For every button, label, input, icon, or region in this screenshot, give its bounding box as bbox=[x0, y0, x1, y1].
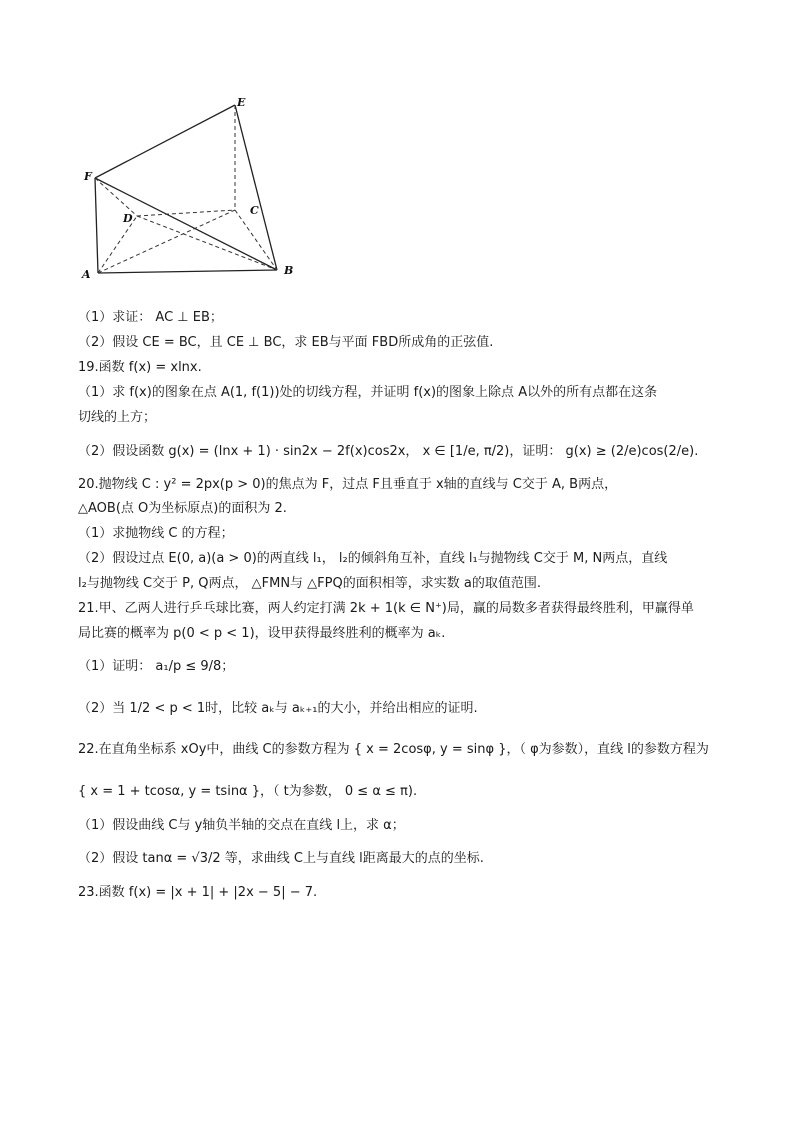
q20-part2: （2）假设过点 E(0, a)(a > 0)的两直线 l₁， l₂的倾斜角互补，直线 l₁与抛物线 C交于 M, N两点，直线 bbox=[78, 551, 668, 566]
q23-stem: 23.函数 f(x) = |x + 1| + |2x − 5| − 7. bbox=[78, 885, 318, 900]
edge-EB bbox=[235, 105, 277, 270]
edge-AC bbox=[98, 210, 235, 273]
q21-part1: （1）证明： a₁/p ≤ 9/8； bbox=[78, 659, 235, 674]
q22-part1: （1）假设曲线 C与 y轴负半轴的交点在直线 l上，求 α； bbox=[78, 818, 405, 833]
q22-part2: （2）假设 tanα = √3/2 等，求曲线 C上与直线 l距离最大的点的坐标. bbox=[78, 851, 484, 866]
q19-part1: （1）求 f(x)的图象在点 A(1, f(1))处的切线方程，并证明 f(x)的图象上除点 A以外的所有点都在这条 bbox=[78, 385, 658, 400]
edge-FA bbox=[95, 178, 98, 273]
edge-AB bbox=[98, 270, 277, 273]
q21-stem: 21.甲、乙两人进行乒乓球比赛，两人约定打满 2k + 1(k ∈ N⁺)局，赢的局数多者获得最终胜利，甲赢得单 bbox=[78, 601, 694, 616]
label-E: E bbox=[237, 96, 246, 109]
q18-part1: （1）求证： AC ⊥ EB； bbox=[78, 310, 223, 325]
q19-stem: 19.函数 f(x) = xlnx. bbox=[78, 360, 202, 375]
label-C: C bbox=[250, 204, 259, 217]
q19-part2: （2）假设函数 g(x) = (lnx + 1) · sin2x − 2f(x)cos2x， x ∈ [1/e, π/2)，证明： g(x) ≥ (2/e)cos(2/e). bbox=[78, 444, 699, 459]
q19-part1-cont: 切线的上方； bbox=[78, 410, 157, 425]
edge-DB bbox=[137, 216, 277, 270]
q21-stem-cont: 局比赛的概率为 p(0 < p < 1)，设甲获得最终胜利的概率为 aₖ. bbox=[78, 626, 446, 641]
q21-part2: （2）当 1/2 < p < 1时，比较 aₖ与 aₖ₊₁的大小，并给出相应的证明. bbox=[78, 701, 478, 716]
label-F: F bbox=[84, 170, 92, 183]
q18-part2: （2）假设 CE = BC，且 CE ⊥ BC，求 EB与平面 FBD所成角的正弦值. bbox=[78, 335, 494, 350]
geometry-svg bbox=[70, 88, 310, 288]
q20-part1: （1）求抛物线 C 的方程； bbox=[78, 526, 234, 541]
edge-FD bbox=[95, 178, 137, 216]
edge-DC bbox=[137, 210, 235, 216]
edge-CB bbox=[235, 210, 277, 270]
label-B: B bbox=[284, 264, 294, 277]
q22-stem-cont: { x = 1 + tcosα, y = tsinα }，（ t为参数， 0 ≤ α ≤ π). bbox=[78, 784, 418, 799]
edge-FE bbox=[95, 105, 235, 178]
label-A: A bbox=[82, 268, 91, 281]
q22-stem: 22.在直角坐标系 xOy中，曲线 C的参数方程为 { x = 2cosφ, y = sinφ }，（ φ为参数），直线 l的参数方程为 bbox=[78, 742, 709, 757]
label-D: D bbox=[123, 212, 133, 225]
geometry-figure bbox=[70, 88, 310, 288]
q20-stem: 20.抛物线 C : y² = 2px(p > 0)的焦点为 F，过点 F且垂直于 x轴的直线与 C交于 A, B两点， bbox=[78, 477, 618, 492]
q20-part2-cont: l₂与抛物线 C交于 P, Q两点， △FMN与 △FPQ的面积相等，求实数 a的取值范围. bbox=[78, 576, 541, 591]
q20-stem-cont: △AOB(点 O为坐标原点)的面积为 2. bbox=[78, 501, 287, 516]
